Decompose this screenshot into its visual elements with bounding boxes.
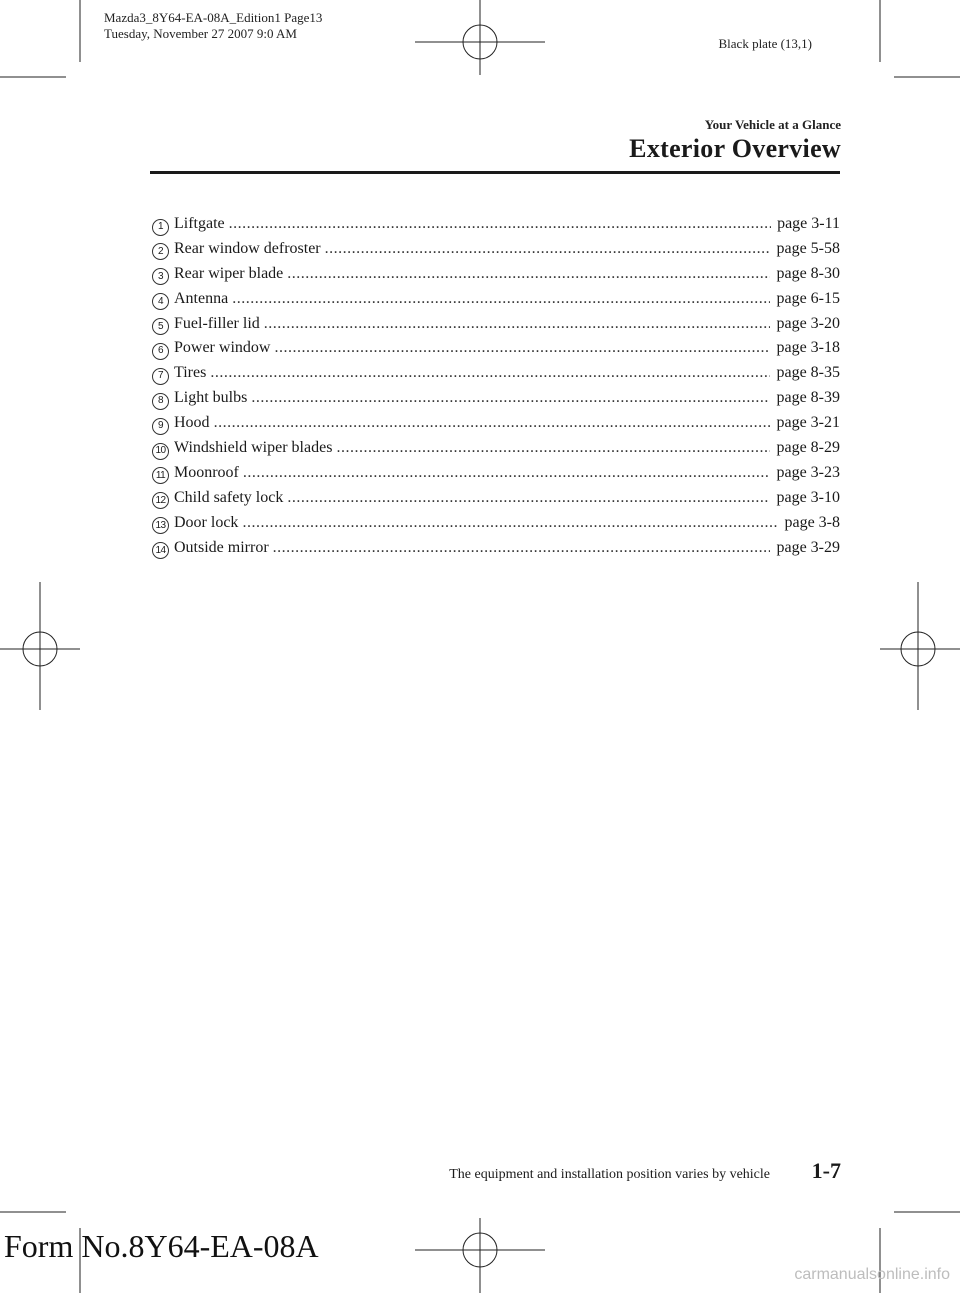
page-reference: page 8-30: [776, 264, 840, 282]
list-item: [152, 212, 840, 237]
number-badge: 2: [152, 243, 169, 260]
item-label: Rear wiper blade: [174, 264, 284, 282]
number-badge: 10: [152, 443, 169, 460]
page-reference: page 3-21: [776, 414, 840, 432]
print-info-line-1: Mazda3_8Y64-EA-08A_Edition1 Page13: [104, 10, 323, 25]
page-reference: page 3-18: [776, 339, 840, 357]
dot-leader: [274, 336, 770, 361]
list-item: [152, 336, 840, 361]
list-item: [152, 511, 840, 536]
number-badge: 6: [152, 343, 169, 360]
item-label: Liftgate: [174, 215, 225, 232]
item-list: [152, 212, 840, 560]
list-item: [152, 237, 840, 262]
number-badge: 9: [152, 418, 169, 435]
page-reference: page 5-58: [776, 239, 840, 257]
number-badge: 11: [152, 467, 169, 484]
page-reference: page 3-8: [784, 513, 840, 531]
dot-leader: [273, 536, 771, 561]
list-item: [152, 411, 840, 436]
dot-leader: [287, 486, 770, 511]
dot-leader: [232, 287, 770, 312]
dot-leader: [229, 212, 771, 237]
print-info: [104, 10, 322, 42]
dot-leader: [264, 312, 771, 337]
list-item: [152, 536, 840, 561]
watermark: carmanualsonline.info: [794, 1266, 950, 1283]
page-title: Exterior Overview: [629, 134, 841, 163]
item-label: Moonroof: [174, 463, 239, 481]
page-reference: page 8-35: [776, 364, 840, 382]
page-reference: page 3-10: [776, 488, 840, 506]
number-badge: 14: [152, 542, 169, 559]
item-label: Outside mirror: [174, 538, 269, 556]
footer-note: The equipment and installation position varies by vehicle: [449, 1167, 770, 1182]
section-label: Your Vehicle at a Glance: [704, 117, 841, 132]
item-label: Antenna: [174, 289, 229, 307]
list-item: [152, 486, 840, 511]
dot-leader: [336, 436, 770, 461]
number-badge: 3: [152, 268, 169, 285]
item-label: Light bulbs: [174, 389, 248, 407]
page-number: 1-7: [811, 1158, 841, 1183]
item-label: Child safety lock: [174, 488, 284, 506]
title-rule: [150, 171, 840, 174]
plate-label: Black plate (13,1): [718, 36, 812, 51]
number-badge: 13: [152, 517, 169, 534]
dot-leader: [287, 262, 770, 287]
page-reference: page 3-20: [776, 314, 840, 332]
list-item: [152, 436, 840, 461]
number-badge: 1: [152, 219, 169, 236]
item-label: Fuel-filler lid: [174, 314, 260, 332]
page-reference: page 8-29: [776, 439, 840, 457]
number-badge: 7: [152, 368, 169, 385]
item-label: Tires: [174, 364, 207, 382]
item-label: Power window: [174, 339, 271, 357]
list-item: [152, 361, 840, 386]
item-label: Windshield wiper blades: [174, 439, 333, 457]
item-label: Rear window defroster: [174, 239, 321, 257]
page-reference: page 3-23: [776, 463, 840, 481]
number-badge: 4: [152, 293, 169, 310]
page-reference: page 6-15: [776, 289, 840, 307]
item-label: Hood: [174, 414, 210, 432]
list-item: [152, 262, 840, 287]
list-item: [152, 461, 840, 486]
page-reference: page 3-29: [776, 538, 840, 556]
list-item: [152, 386, 840, 411]
item-label: Door lock: [174, 513, 239, 531]
page-reference: page 3-11: [777, 215, 840, 232]
dot-leader: [214, 411, 771, 436]
list-item: [152, 312, 840, 337]
dot-leader: [242, 511, 778, 536]
page-reference: page 8-39: [776, 389, 840, 407]
number-badge: 12: [152, 492, 169, 509]
dot-leader: [251, 386, 770, 411]
dot-leader: [325, 237, 771, 262]
dot-leader: [210, 361, 770, 386]
dot-leader: [243, 461, 771, 486]
print-info-line-2: Tuesday, November 27 2007 9:0 AM: [104, 26, 297, 41]
list-item: [152, 287, 840, 312]
form-number: Form No.8Y64-EA-08A: [4, 1228, 319, 1264]
number-badge: 8: [152, 393, 169, 410]
number-badge: 5: [152, 318, 169, 335]
